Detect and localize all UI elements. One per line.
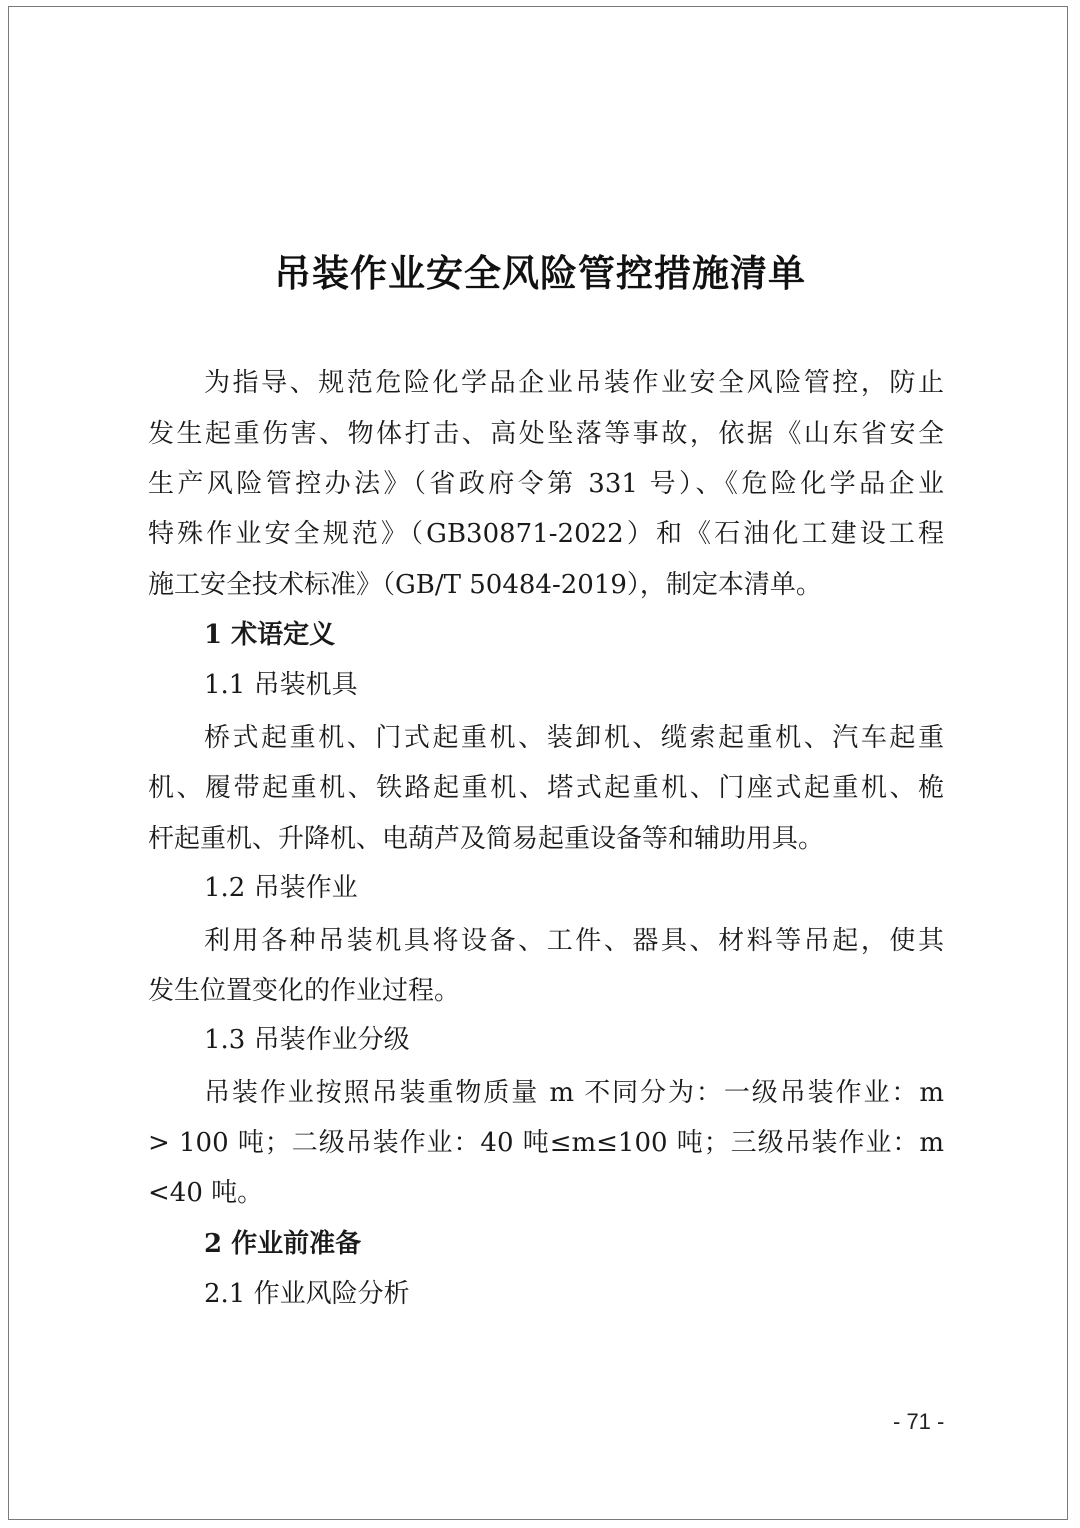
section-1-1-line-2: 机、履带起重机、铁路起重机、塔式起重机、门座式起重机、桅 (148, 773, 944, 803)
section-1-2-heading: 1.2 吊装作业 (204, 873, 358, 903)
page-number: - 71 - (893, 1409, 945, 1434)
section-1-3-heading: 1.3 吊装作业分级 (204, 1025, 410, 1055)
document-title: 吊装作业安全风险管控措施清单 (274, 251, 806, 295)
section-1-3-line-2: > 100 吨；二级吊装作业：40 吨≤m≤100 吨；三级吊装作业：m (148, 1128, 944, 1158)
section-1-1-line-3: 杆起重机、升降机、电葫芦及简易起重设备等和辅助用具。 (148, 824, 825, 854)
document-page (8, 6, 1068, 1520)
section-1-1-line-1: 桥式起重机、门式起重机、装卸机、缆索起重机、汽车起重 (204, 723, 944, 753)
section-2-1-heading: 2.1 作业风险分析 (204, 1279, 410, 1309)
section-1-2-line-2: 发生位置变化的作业过程。 (148, 976, 461, 1006)
intro-line-4: 特殊作业安全规范》（GB30871-2022）和《石油化工建设工程 (148, 519, 944, 549)
section-1-heading: 1 术语定义 (204, 620, 336, 650)
section-1-1-heading: 1.1 吊装机具 (204, 670, 358, 700)
intro-line-3: 生产风险管控办法》（省政府令第 331 号）、《危险化学品企业 (148, 469, 944, 499)
section-1-3-line-3: <40 吨。 (148, 1178, 264, 1208)
intro-line-2: 发生起重伤害、物体打击、高处坠落等事故，依据《山东省安全 (148, 419, 944, 449)
section-1-2-line-1: 利用各种吊装机具将设备、工件、器具、材料等吊起，使其 (204, 926, 944, 956)
intro-line-5: 施工安全技术标准》（GB/T 50484-2019），制定本清单。 (148, 570, 822, 600)
section-1-3-line-1: 吊装作业按照吊装重物质量 m 不同分为：一级吊装作业：m (204, 1078, 944, 1108)
section-2-heading: 2 作业前准备 (204, 1229, 362, 1259)
intro-line-1: 为指导、规范危险化学品企业吊装作业安全风险管控，防止 (204, 368, 944, 398)
